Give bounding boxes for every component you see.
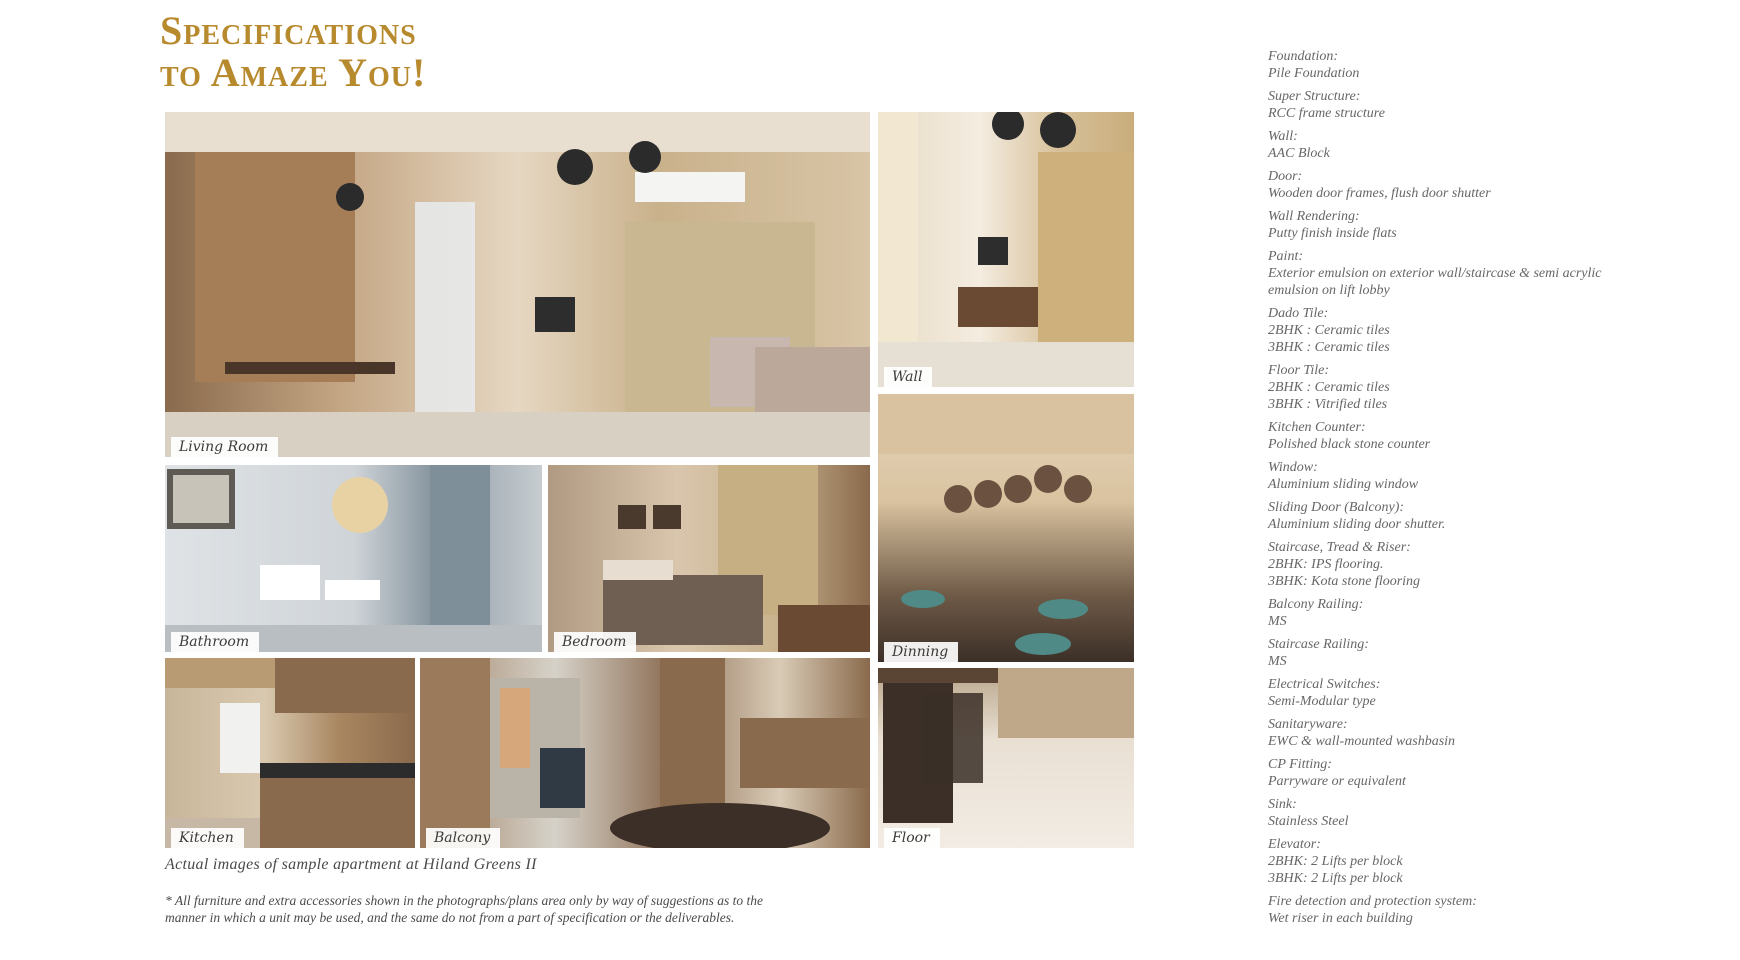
photo-dinning (878, 394, 1134, 662)
spec-item (1268, 499, 1628, 533)
spec-item (1268, 836, 1628, 887)
spec-value: 2BHK : Ceramic tiles 3BHK : Ceramic tiles (1268, 323, 1390, 355)
spec-item (1268, 88, 1628, 122)
spec-item (1268, 419, 1628, 453)
spec-title: Elevator: (1268, 837, 1321, 852)
spec-item (1268, 305, 1628, 356)
photo-label: Bedroom (554, 632, 636, 652)
spec-title: Floor Tile: (1268, 363, 1330, 378)
spec-item (1268, 796, 1628, 830)
disclaimer-note: * All furniture and extra accessories shown in the photographs/plans area only by way of suggestions as to the manner in which a unit may be used, and the same do not from a part of specification or the deliverables. (165, 893, 763, 925)
spec-value: Wooden door frames, flush door shutter (1268, 186, 1491, 201)
photo-kitchen (165, 658, 415, 848)
spec-title: Staircase, Tread & Riser: (1268, 540, 1411, 555)
spec-title: Super Structure: (1268, 89, 1361, 104)
spec-item (1268, 676, 1628, 710)
spec-value: Aluminium sliding door shutter. (1268, 517, 1446, 532)
spec-value: 2BHK : Ceramic tiles 3BHK : Vitrified tiles (1268, 380, 1390, 412)
kitchen-scene (165, 658, 415, 848)
photo-bathroom (165, 465, 542, 652)
photo-label: Bathroom (171, 632, 259, 652)
spec-title: Sink: (1268, 797, 1297, 812)
spec-value: 2BHK: 2 Lifts per block 3BHK: 2 Lifts per block (1268, 854, 1403, 886)
photo-balcony (420, 658, 870, 848)
spec-value: AAC Block (1268, 146, 1330, 161)
spec-value: MS (1268, 614, 1287, 629)
photo-label: Living Room (171, 437, 278, 457)
photo-label: Floor (884, 828, 940, 848)
spec-value: Polished black stone counter (1268, 437, 1431, 452)
spec-title: Staircase Railing: (1268, 637, 1369, 652)
spec-value: Stainless Steel (1268, 814, 1349, 829)
spec-value: Putty finish inside flats (1268, 226, 1397, 241)
spec-value: Pile Foundation (1268, 66, 1360, 81)
photo-label: Kitchen (171, 828, 244, 848)
page-title (160, 10, 426, 94)
spec-item (1268, 128, 1628, 162)
spec-title: Paint: (1268, 249, 1303, 264)
bedroom-scene (548, 465, 870, 652)
spec-value: RCC frame structure (1268, 106, 1385, 121)
spec-item (1268, 459, 1628, 493)
spec-title: Kitchen Counter: (1268, 420, 1366, 435)
spec-title: CP Fitting: (1268, 757, 1332, 772)
spec-item (1268, 893, 1628, 927)
spec-title: Foundation: (1268, 49, 1338, 64)
spec-value: Exterior emulsion on exterior wall/staircase & semi acrylic emulsion on lift lobby (1268, 266, 1602, 298)
photo-living-room (165, 112, 870, 457)
spec-title: Sliding Door (Balcony): (1268, 500, 1405, 515)
balcony-scene (420, 658, 870, 848)
floor-scene (878, 668, 1134, 848)
spec-item (1268, 716, 1628, 750)
spec-value: 2BHK: IPS flooring. 3BHK: Kota stone flooring (1268, 557, 1421, 589)
spec-title: Wall Rendering: (1268, 209, 1360, 224)
spec-item (1268, 756, 1628, 790)
dinning-scene (878, 394, 1134, 662)
spec-value: Wet riser in each building (1268, 911, 1413, 926)
photo-bedroom (548, 465, 870, 652)
spec-item (1268, 596, 1628, 630)
spec-title: Electrical Switches: (1268, 677, 1381, 692)
spec-value: Parryware or equivalent (1268, 774, 1406, 789)
spec-item (1268, 168, 1628, 202)
spec-title: Window: (1268, 460, 1318, 475)
photo-caption: Actual images of sample apartment at Hiland Greens II (165, 856, 537, 873)
spec-item (1268, 48, 1628, 82)
photo-label: Dinning (884, 642, 958, 662)
photo-label: Balcony (426, 828, 500, 848)
spec-value: MS (1268, 654, 1287, 669)
specifications-list (1268, 48, 1628, 933)
photo-wall (878, 112, 1134, 387)
spec-value: Semi-Modular type (1268, 694, 1376, 709)
spec-item (1268, 248, 1628, 299)
spec-item (1268, 208, 1628, 242)
spec-item (1268, 636, 1628, 670)
photo-label: Wall (884, 367, 932, 387)
spec-title: Balcony Railing: (1268, 597, 1364, 612)
spec-item (1268, 362, 1628, 413)
spec-title: Fire detection and protection system: (1268, 894, 1477, 909)
bathroom-scene (165, 465, 542, 652)
photo-floor (878, 668, 1134, 848)
spec-title: Door: (1268, 169, 1303, 184)
title-line-2: to Amaze You! (160, 50, 427, 95)
spec-title: Dado Tile: (1268, 306, 1329, 321)
spec-title: Wall: (1268, 129, 1298, 144)
spec-item (1268, 539, 1628, 590)
title-line-1: Specifications (160, 8, 417, 53)
wall-scene (878, 112, 1134, 387)
spec-value: EWC & wall-mounted washbasin (1268, 734, 1456, 749)
spec-value: Aluminium sliding window (1268, 477, 1419, 492)
spec-title: Sanitaryware: (1268, 717, 1348, 732)
living-room-scene (165, 112, 870, 457)
